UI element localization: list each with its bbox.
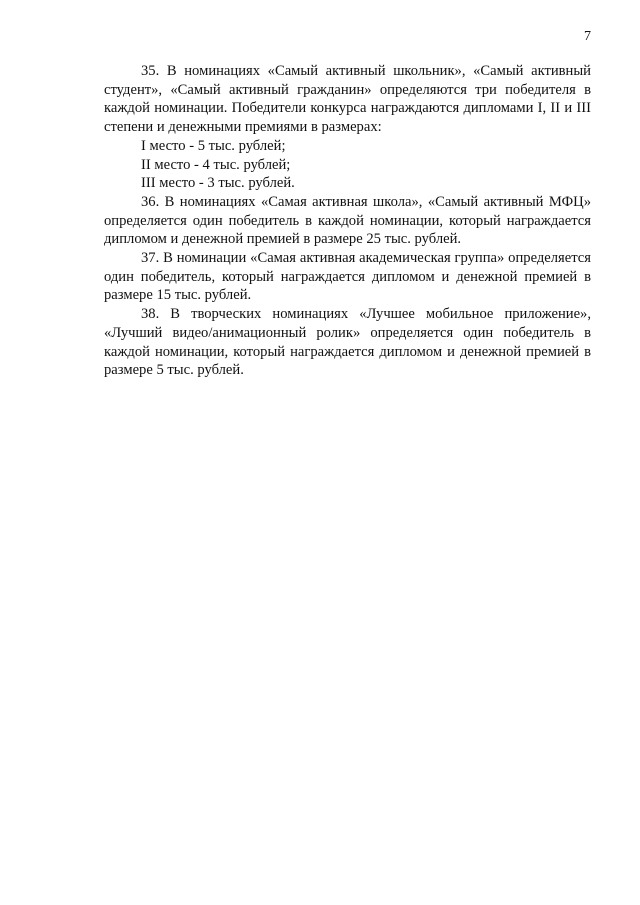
paragraph-36: 36. В номинациях «Самая активная школа», «Самый активный МФЦ» определяется один победитель в каждой номинации, который награждается дипломом и денежной премией в размере 25 тыс. рублей. xyxy=(104,193,591,248)
document-body xyxy=(104,62,591,380)
page-number: 7 xyxy=(584,29,591,44)
paragraph-35: 35. В номинациях «Самый активный школьник», «Самый активный студент», «Самый активный гражданин» определяются три победителя в каждой номинации. Победители конкурса награждаются дипломами I, II и III степени и денежными премиями в размерах: xyxy=(104,63,591,136)
paragraph-38: 38. В творческих номинациях «Лучшее мобильное приложение», «Лучший видео/анимационный ролик» определяется один победитель в каждой номинации, который награждается дипломом и денежной премией в размере 5 тыс. рублей. xyxy=(104,306,591,379)
prize-second-place: II место - 4 тыс. рублей; xyxy=(141,156,291,173)
prize-first-place: I место - 5 тыс. рублей; xyxy=(141,137,286,154)
paragraph-37: 37. В номинации «Самая активная академическая группа» определяется один победитель, который награждается дипломом и денежной премией в размере 15 тыс. рублей. xyxy=(104,250,591,304)
prize-third-place: III место - 3 тыс. рублей. xyxy=(141,175,295,192)
